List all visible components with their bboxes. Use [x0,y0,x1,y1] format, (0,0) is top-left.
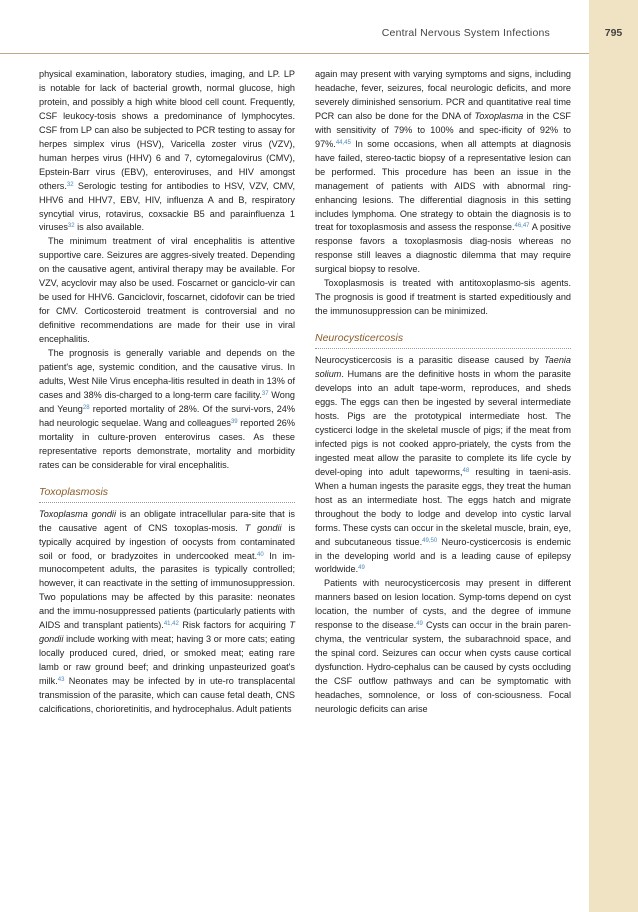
header-rule [0,53,589,54]
right-column [315,68,571,717]
citation-ref[interactable]: 49 [358,565,365,572]
citation-ref[interactable]: 39 [230,418,238,425]
paragraph-treatment: The minimum treatment of viral encephalitis is attentive supportive care. Seizures are aggres-sively treated. Depending on the causative agent, antiviral therapy may be available. For VZV, acyclovir may also be used. Foscarnet or ganciclo-vir can be used for HHV6. Ganciclovir, foscarnet, cidofovir can be tried for CMV. Corticosteroid treatment is controversial and no definitive recommendations are made for their use in viral encephalitis. [39,236,295,345]
citation-ref[interactable]: 46,47 [514,223,530,230]
citation-ref[interactable]: 49 [416,621,423,628]
section-heading-toxoplasmosis: Toxoplasmosis [39,485,295,503]
paragraph-toxo-treatment: Toxoplasmosis is treated with antitoxoplasmo-sis agents. The prognosis is good if treatment is started expeditiously and the immunosuppression can be minimized. [315,278,571,317]
paragraph-prognosis: The prognosis is generally variable and depends on the patient's age, systemic condition, and the causative virus. In adults, West Nile Virus encepha-litis resulted in death in 13% of cases and 38% dis-charged to a long-term care facility.$^{37}$ Wong and Yeung$^{28}$ reported mortality of 28%. Of the survi-vors, 24% had neurologic sequelae. Wang and colleagues$^{39}$ reported 26% mortality in culture-proven enterovirus cases. As these representative reports demonstrate, mortality and morbidity rates can be considerable for viral encephalitis. [39,348,295,470]
citation-ref[interactable]: 43 [57,677,65,684]
page-margin-band [589,0,638,912]
paragraph-neurocysticercosis: Neurocysticercosis is a parasitic disease caused by Taenia solium. Humans are the definitive hosts in whom the parasite develops into an adult tape-worm, reproduces, and sheds eggs. The eggs can then be ingested by several intermediate hosts. Pigs are the prototypical intermediate host. The cysticerci lodge in the skeletal muscle of pigs; if the meat from infected pigs is not cooked appro-priately, the cysts from the ingested meat allow the parasite to complete its life cycle by devel-oping into adult tapeworms,$^{48}$ resulting in taeni-asis. When a human ingests the parasite eggs, they treat the human host as an intermediate host. The eggs hatch and migrate throughout the body to lodge and develop into cystic larval forms. These cysts can occur in the skeletal muscle, brain, eye, and subcutaneous tissue.$^{49,50}$ Neuro-cysticercosis is endemic in the developing world and is a leading cause of epilepsy worldwide.$^{49}$ [315,355,571,575]
citation-ref[interactable]: 28 [82,404,90,411]
paragraph-diagnosis: physical examination, laboratory studies, imaging, and LP. LP is notable for lack of bacterial growth, normal glucose, high protein, and possibly a high white blood cell count. Frequently, CSF leukocy-tosis shows a predominance of lymphocytes. CSF from LP can also be subjected to PCR testing to assay for herpes simplex virus (HSV), Varicella zoster virus (VZV), human herpes virus (HHV) 6 and 7, cytomegalovirus (CMV), Epstein-Barr virus (EBV), enteroviruses, and HIV amongst others.$^{32}$ Serologic testing for antibodies to HSV, VZV, CMV, HHV6 and HHV7, EBV, HIV, influenza A and B, respiratory syncytial virus, rotavirus, coxsackie B5 and parainfluenza 1 viruses$^{32}$ is also available. [39,69,295,233]
citation-ref[interactable]: 41,42 [163,621,179,628]
citation-ref[interactable]: 40 [257,551,264,558]
paragraph-neuro-presentation: Patients with neurocysticercosis may present in different manners based on lesion location. Symp-toms depend on cyst location, the number of cysts, and the degree of immune response to the disease.$^{49}$ Cysts can occur in the brain paren-chyma, the ventricular system, the subarachnoid space, and the spinal cord. Seizures can occur when cysts cause cortical dysfunction. Hydro-cephalus can be caused by cysts occluding the CSF outflow pathways and can be symptomatic with headaches, somnolence, or loss of con-sciousness. Focal neurologic deficits can arise [315,578,571,714]
citation-ref[interactable]: 44,45 [335,139,351,146]
paragraph-toxoplasmosis: Toxoplasma gondii is an obligate intracellular para-site that is the causative agent of CNS toxoplas-mosis. T gondii is typically acquired by ingestion of oocysts from contaminated soil or food, or bradyzoites in undercooked meat.$^{40}$ In im-munocompetent adults, the parasites is typically controlled; however, it can reactivate in the setting of immunosuppression. Two populations may be affected by this parasite: neonates and the immu-nosuppressed patients (particularly patients with AIDS and transplant patients).$^{41,42}$ Risk factors for acquiring T gondii include working with meat; having 3 or more cats; eating locally produced cured, dried, or smoked meat; eating rare lamb or raw ground beef; and drinking unpasteurized goat's milk.$^{43}$ Neonates may be infected by in ute-ro transplacental transmission of the parasite, which can cause fetal death, CNS calcifications, chorioretinitis, and hydrocephalus. Adult patients [39,508,296,714]
citation-ref[interactable]: 49,50 [422,537,438,544]
left-column [39,68,295,717]
citation-ref[interactable]: 32 [66,181,74,188]
section-heading-neurocysticercosis: Neurocysticercosis [315,331,571,349]
paragraph-toxo-diagnosis: again may present with varying symptoms and signs, including headache, fever, seizures, focal neurologic deficits, and more severely diminished sensorium. PCR and quantitative real time PCR can also be done for the DNA of Toxoplasma in the CSF with sensitivity of 79% to 100% and spec-ificity of 92% to 97%.$^{44,45}$ In some occasions, when all attempts at diagnosis have failed, stereo-tactic biopsy of a representative lesion can be performed. This procedure has been an issue in the management of patients with AIDS with abnormal ring-enhancing lesions. The differential diagnosis in this setting includes lymphoma. One strategy to obtain the diagnosis is to treat for toxoplasmosis and assess the response.$^{46,47}$ A positive response favors a toxoplasmosis diag-nosis whereas no response still leaves a diagnostic dilemma that may require surgical biopsy to resolve. [315,69,571,275]
citation-ref[interactable]: 32 [67,223,75,230]
citation-ref[interactable]: 37 [261,390,269,397]
running-title: Central Nervous System Infections [381,27,550,39]
citation-ref[interactable]: 48 [462,467,470,474]
page-number: 795 [604,27,623,39]
